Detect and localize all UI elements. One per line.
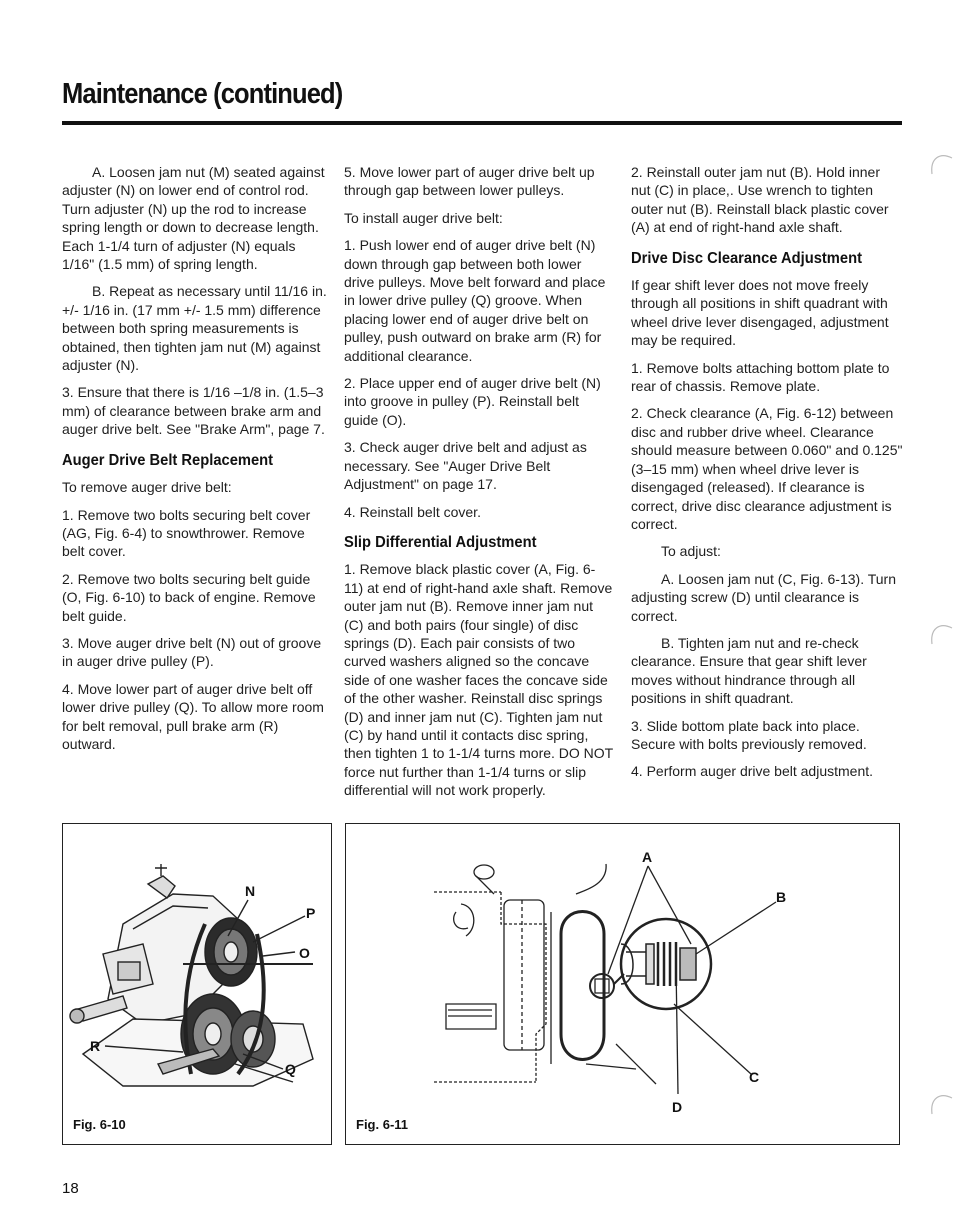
callout-d: D	[672, 1099, 683, 1115]
paragraph: B. Repeat as necessary until 11/16 in. +/- 1/16 in. (17 mm +/- 1.5 mm) difference between both spring measurements is obtained, then tighten jam nut (M) against adjuster (N).	[62, 283, 327, 374]
page-number: 18	[62, 1180, 79, 1197]
paragraph: 4. Reinstall belt cover.	[344, 503, 481, 520]
paragraph: 1. Remove bolts attaching bottom plate to rear of chassis. Remove plate.	[631, 359, 890, 395]
paragraph: 3. Slide bottom plate back into place. Secure with bolts previously removed.	[631, 717, 867, 752]
text-column-2	[344, 163, 614, 809]
paragraph: A. Loosen jam nut (C, Fig. 6-13). Turn adjusting screw (D) until clearance is correct.	[631, 570, 896, 624]
page-edge-mark	[918, 1080, 954, 1140]
figure-caption: Fig. 6-11	[356, 1117, 409, 1132]
paragraph: 1. Remove black plastic cover (A, Fig. 6-11) at end of right-hand axle shaft. Remove outer jam nut (B). Remove inner jam nut (C) and both pairs (four single) of disc springs (D). Each pair consists of two curved washers aligned so the concave side of one washer faces the concave side of the other washer. Reinstall disc springs (D) and inner jam nut (C). Tighten jam nut (C) by hand until it contacts disc spring, then tighten 1 to 1-1/4 turns more. DO NOT force nut further than 1-1/4 turns or slip differential will not work properly.	[344, 561, 613, 799]
section-heading-auger-drive-belt-replacement: Auger Drive Belt Replacement	[62, 451, 274, 469]
paragraph: 3. Move auger drive belt (N) out of groove in auger drive pulley (P).	[62, 634, 322, 670]
section-heading-slip-differential-adjustment: Slip Differential Adjustment	[344, 533, 537, 551]
paragraph: 4. Move lower part of auger drive belt off lower drive pulley (Q). To allow more room for belt removal, pull brake arm (R) outward.	[62, 680, 324, 752]
paragraph: A. Loosen jam nut (M) seated against adjuster (N) on lower end of control rod. Turn adjuster (N) up the rod to increase spring length or down to decrease length. Each 1-1/4 turn of adjuster (N) equals 1/16" (1.5 mm) of spring length.	[62, 164, 325, 273]
page-title: Maintenance (continued)	[62, 78, 343, 110]
paragraph: 2. Place upper end of auger drive belt (N) into groove in pulley (P). Reinstall belt guide (O).	[344, 375, 601, 428]
title-rule	[62, 121, 902, 125]
paragraph: To adjust:	[661, 543, 721, 560]
paragraph: 2. Check clearance (A, Fig. 6-12) between disc and rubber drive wheel. Clearance should measure between 0.060" and 0.125" (3–15 mm) when wheel drive lever is disengaged (released). If clearance is correct, drive disc clearance adjustment is correct.	[631, 405, 903, 532]
paragraph: 3. Check auger drive belt and adjust as necessary. See "Auger Drive Belt Adjustment" on page 17.	[344, 439, 587, 493]
paragraph: 5. Move lower part of auger drive belt up through gap between lower pulleys.	[344, 164, 595, 199]
figure-caption: Fig. 6-10	[73, 1117, 126, 1132]
callout-c: C	[749, 1069, 760, 1085]
callout-q: Q	[285, 1061, 296, 1077]
paragraph: To install auger drive belt:	[344, 209, 503, 226]
paragraph: 1. Remove two bolts securing belt cover (AG, Fig. 6-4) to snowthrower. Remove belt cover.	[62, 506, 311, 560]
paragraph: 3. Ensure that there is 1/16 –1/8 in. (1.5–3 mm) of clearance between brake arm and auger drive belt. See "Brake Arm", page 7.	[62, 384, 325, 438]
paragraph: 1. Push lower end of auger drive belt (N) down through gap between both lower drive pulleys. Move belt forward and place in lower drive pulley (Q) groove. When placing lower end of auger drive belt on pulley, push outward on brake arm (R) for additional clearance.	[344, 237, 606, 364]
slip-differential-illustration	[346, 824, 899, 1144]
page-edge-mark	[918, 610, 954, 670]
callout-n: N	[245, 883, 256, 899]
text-column-1	[62, 163, 330, 762]
callout-o: O	[299, 945, 310, 961]
paragraph: 4. Perform auger drive belt adjustment.	[631, 763, 874, 780]
paragraph: 2. Reinstall outer jam nut (B). Hold inner nut (C) in place,. Use wrench to tighten outer nut (B). Reinstall black plastic cover (A) at end of right-hand axle shaft.	[631, 164, 889, 236]
paragraph: B. Tighten jam nut and re-check clearance. Ensure that gear shift lever moves without hindrance through all positions in shift quadrant.	[631, 634, 867, 707]
callout-a: A	[642, 849, 653, 865]
paragraph: 2. Remove two bolts securing belt guide (O, Fig. 6-10) to back of engine. Remove belt guide.	[62, 570, 316, 624]
page-edge-mark	[918, 140, 954, 200]
text-column-3	[631, 163, 903, 790]
paragraph: If gear shift lever does not move freely through all positions in shift quadrant with wheel drive lever disengaged, adjustment may be required.	[631, 277, 889, 349]
figure-6-11	[345, 823, 900, 1145]
belt-guide-illustration	[63, 824, 331, 1144]
callout-b: B	[776, 889, 787, 905]
figure-6-10	[62, 823, 332, 1145]
paragraph: To remove auger drive belt:	[62, 479, 232, 496]
callout-p: P	[306, 905, 316, 921]
section-heading-drive-disc-clearance-adjustment: Drive Disc Clearance Adjustment	[631, 249, 862, 267]
callout-r: R	[90, 1038, 101, 1054]
